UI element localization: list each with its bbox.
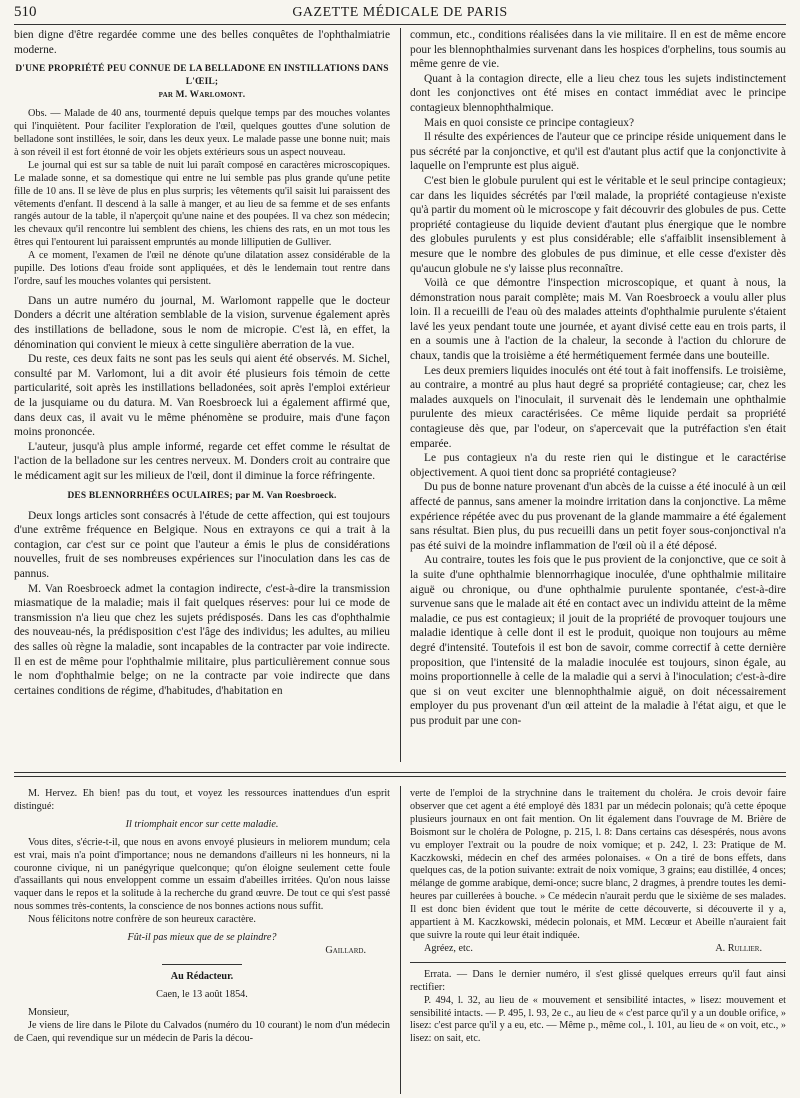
- paragraph: Les deux premiers liquides inoculés ont été tout à fait inoffensifs. Le troisième, au contraire, a montré au plus haut degré sa propriété contagieuse; car, chez les malades auxquels on l'inoculait, il survenait dès le lendemain une ophthalmie purulente des mieux caractérisées. Ce même liquide perdait sa propriété contagieuse dès que, par l'odeur, on s'apercevait que la putréfaction s'en était emparée.: [410, 364, 786, 450]
- paragraph: commun, etc., conditions réalisées dans la vie militaire. Il en est de même encore pour les blennophthalmies survenant dans les hospices d'orphelins, tous soumis au même genre de vie.: [410, 29, 786, 71]
- errata-heading: Errata. — Dans le dernier numéro, il s'est glissé quelques erreurs qu'il faut ainsi rectifier:: [410, 968, 786, 993]
- salutation: Monsieur,: [28, 1006, 70, 1018]
- paragraph: bien digne d'être regardée comme une des belles conquêtes de l'ophthalmiatrie moderne.: [14, 29, 390, 56]
- section-heading-blennorrhees: DES BLENNORRHÉES OCULAIRES; par M. Van Roesbroeck.: [67, 490, 337, 501]
- journal-title: GAZETTE MÉDICALE DE PARIS: [292, 5, 508, 20]
- paragraph: Le pus contagieux n'a du reste rien qui le distingue et le caractérise objectivement. A quoi tient donc sa propriété contagieuse?: [410, 452, 786, 479]
- feuilleton-right: [410, 788, 786, 1094]
- column-divider-top: [400, 28, 401, 762]
- paragraph: Au contraire, toutes les fois que le pus provient de la conjonctive, que ce soit à la suite d'une ophthalmie blennorrhagique inoculée, d'une ophthalmie militaire aiguë ou chronique, ou d'une ophthalmie purulente spontanée, c'est-à-dire survenue sans que le malade ait été en contact avec un individu atteint de la même maladie, ce pus est contagieux; il jouit de la propriété de provoquer toujours une maladie identique à celle dont il est le produit, quoique non toujours au même degré d'intensité. Toutefois il est bon de savoir, comme correctif à cette dernière proposition, que l'intensité de la maladie inoculée est toujours, sinon égale, au moins proportionnelle à celle de la maladie qui a servi à l'inoculation; c'est-à-dire que si on veut exciter une blennophthalmie aiguë, on doit nécessairement employer du pus provenant d'un œil atteint de la maladie à l'état aigu, et que le pus produit par une con-: [410, 554, 786, 727]
- section-heading-belladone: [14, 63, 390, 102]
- errata-text: P. 494, l. 32, au lieu de « mouvement et sensibilité intactes, » lisez: mouvement et sensibilité intacts. — P. 495, l. 93, 2e c., au lieu de « c'est parce qu'il y a un double orifice, » lisez: c'est parce qu'il y a eu, etc. — Même p., même col., l. 101, au lieu de « on voit, etc., » lisez: on sait, etc.: [410, 994, 786, 1045]
- column-right: [410, 28, 786, 760]
- paragraph: Dans un autre numéro du journal, M. Warlomont rappelle que le docteur Donders a décrit une altération semblable de la vision, survenue également après des instillations de belladone, sous le nom de micropie. C'est là, en effet, la dénomination qui convient le mieux à cette singulière aberration de la vue.: [14, 294, 390, 351]
- paragraph: L'auteur, jusqu'à plus ample informé, regarde cet effet comme le résultat de l'action de la belladone sur les centres nerveux. M. Donders croit au contraire que le médicament agit sur les milieux de l'œil, dont il diminue la force réfringente.: [14, 440, 390, 482]
- paragraph: Je viens de lire dans le Pilote du Calvados (numéro du 10 courant) le nom d'un médecin de Caen, qui revendique sur un médecin de Paris la décou-: [14, 1019, 390, 1044]
- observation-paragraph: Le journal qui est sur sa table de nuit lui paraît composé en caractères microscopiques. Le malade sonne, et sa domestique qui entre ne lui semble pas plus grande qu'une petite fille de 10 ans. Il se lève de plus en plus surpris; les vêtements qu'il saisit lui paraissent des vêtements d'enfant. Il descend à la salle à manger, et au lieu de sa femme et de ses enfants rangés autour de la table, il n'aperçoit qu'une naine et des poupées. Il va chez son médecin; les chevaux qu'il rencontre lui semblent des chiens, les chiens des rats, en un mot tous les êtres qui l'entourent lui paraissent empruntés au monde lilliputien de Gulliver.: [14, 159, 390, 249]
- paragraph: M. Hervez. Eh bien! pas du tout, et voyez les ressources inattendues d'un esprit distingué:: [14, 788, 390, 812]
- separator: [410, 962, 786, 963]
- paragraph: Du reste, ces deux faits ne sont pas les seuls qui aient été observés. M. Sichel, consulté par M. Varlomont, lui a dit avoir été plusieurs fois témoin de cette particularité, soit après les instillations belladonées, soit après l'emploi extérieur de la jusquiame ou du datura. M. Van Roesbroeck lui a également affirmé que, dans deux cas, il avait vu le même phénomène se produire, mais d'une façon moins prononcée.: [14, 353, 390, 439]
- dateline: Caen, le 13 août 1854.: [156, 988, 248, 1000]
- section-title: D'UNE PROPRIÉTÉ PEU CONNUE DE LA BELLADONE EN INSTILLATIONS DANS L'ŒIL;: [15, 64, 389, 88]
- observation-paragraph: A ce moment, l'examen de l'œil ne dénote qu'une dilatation assez considérable de la pupille. Des lotions d'eau froide sont appliquées, et dès le lendemain tout rentre dans l'ordre, sauf les mouches volantes qui persistent.: [14, 250, 390, 287]
- verse-line: Il triomphait encor sur cette maladie.: [125, 818, 279, 830]
- paragraph: Voilà ce que démontre l'inspection microscopique, et quant à nous, la démonstration nous parait complète; mais M. Van Roesbroeck a voulu aller plus loin. Il a recueilli de l'eau où des malades atteints d'ophthalmie purulente s'étaient lavé les yeux pendant toute une journée, et ayant divisé cette eau en trois parts, il en a soumis une à l'action de la chaleur, la seconde à l'action du chlorure de chaux, tandis que la troisième a été hermétiquement fermée dans une bouteille.: [410, 277, 786, 363]
- paragraph: Nous félicitons notre confrère de son heureux caractère.: [28, 914, 256, 926]
- byline: par M. Warlomont.: [158, 90, 246, 101]
- letter-heading: Au Rédacteur.: [170, 970, 234, 982]
- paragraph: verte de l'emploi de la strychnine dans le traitement du choléra. Je crois devoir faire observer que cet agent a été employé dès 1831 par un médecin polonais; qu'à cette époque plusieurs journaux en ont fait mention. On lit également dans l'ouvrage de M. Brière de Boismont sur le choléra de Pologne, p. 215, l. 8: Dans certains cas désespérés, nous avons vu employer l'extrait ou la poudre de noix vomique; et p. 242, l. 23: Pratique de M. Kaczkowski, médecin en chef des armées polonaises. « On a tiré de bons effets, dans quelques cas, de la potion suivante: extrait de noix vomique, 3 grains; eau distillée, 4 onces; mélange de gomme arabique, demi-once; sucre blanc, 2 dragmes, à prendre toutes les demi-heures par cuillerées à bouche. » Ce médecin n'aurait perdu que le sixième de ses malades. Il est donc bien évident que tout le mérite de cette découverte, si découverte il y a, appartient à M. Kaczkowski, médecin polonais, et MM. Lecœur et Abeille n'auraient fait que suivre la route qui leur était indiquée.: [410, 788, 786, 941]
- column-divider-bottom: [400, 786, 401, 1094]
- paragraph: Mais en quoi consiste ce principe contagieux?: [424, 116, 635, 129]
- observation-paragraph: Obs. — Malade de 40 ans, tourmenté depuis quelque temps par des mouches volantes qui l'inquiètent. Pour faciliter l'exploration de l'œil, quelques gouttes d'une solution de belladone sont instillées, le soir, dans les deux yeux. Le malade passe une bonne nuit; mais à son réveil il est fort étonné de voir les objets extérieurs sous un aspect nouveau.: [14, 108, 390, 158]
- separator: [162, 964, 242, 965]
- paragraph: Il résulte des expériences de l'auteur que ce principe réside uniquement dans le pus sécrété par la conjonctive, et qu'il est d'autant plus actif que la conjonctivite à laquelle on l'emprunte est plus aiguë.: [410, 131, 786, 173]
- paragraph: C'est bien le globule purulent qui est le véritable et le seul principe contagieux; car dans les liquides sécrétés par l'œil malade, la propriété contagieuse n'existe qu'à partir du moment où le microscope y fait découvrir des globules de pus. Cette propriété contagieuse du liquide devient d'autant plus énergique que le nombre des globules purulents y est plus considérable; elle s'affaiblit insensiblement à mesure que le nombre des globules de pus diminue, et elle cesse d'exister dès qu'aucun globule ne s'y laisse plus reconnaître.: [410, 174, 786, 275]
- header-rule: [14, 24, 786, 25]
- feuilleton-rule-top: [14, 772, 786, 773]
- signature: Gaillard.: [325, 944, 366, 956]
- feuilleton-left: [14, 788, 390, 1094]
- paragraph: Quant à la contagion directe, elle a lieu chez tous les sujets indistinctement dont les conjonctives ont été mises en contact immédiat avec le principe contagieux blennophthalmique.: [410, 72, 786, 114]
- paragraph: Vous dites, s'écrie-t-il, que nous en avons envoyé plusieurs in meliorem mundum; cela est vrai, mais n'a point d'importance; nous ne demandons d'ailleurs ni les honneurs, ni la couronne civique, ni un panégyrique quelconque; qu'on éloigne seulement cette foule d'assaillants qui nous enveloppent comme un essaim d'abeilles irritées. Qu'on nous laisse vaquer dans le repos et la solitude à la recherche du grand œuvre. De tout ce qui s'est passé nous sommes très-contents, la conscience de nos bonnes actions nous suffit.: [14, 836, 390, 913]
- feuilleton-rule-bottom: [14, 776, 786, 777]
- column-left: [14, 28, 390, 760]
- paragraph: Deux longs articles sont consacrés à l'étude de cette affection, qui est toujours d'une extrême fréquence en Belgique. Nous en extrayons ce qui a trait à la contagion, car c'est sur ce point que l'auteur a émis le plus de considérations nouvelles, fruit de ses nombreuses expériences sur l'inoculation dans les cas de pannus.: [14, 509, 390, 580]
- signature: A. Rullier.: [715, 942, 762, 954]
- page-header: [14, 4, 786, 26]
- paragraph: M. Van Roesbroeck admet la contagion indirecte, c'est-à-dire la transmission miasmatique de la maladie; mais il fait quelques réserves: pour lui ce mode de transmission n'a lieu que chez les sujets prédisposés. Dans les cas d'ophthalmie des nouveau-nés, la prédisposition c'est l'âge des individus; les adultes, au milieu des salles où règne la maladie, sont incapables de la contracter par voie indirecte. Il en est de même pour l'ophthalmie militaire, plus particulièrement connue sous le nom d'ophthalmie belge; on ne la contracte par voie indirecte que dans certaines conditions de régime, d'habitudes, d'habitation en: [14, 582, 390, 697]
- paragraph: Du pus de bonne nature provenant d'un abcès de la cuisse a été inoculé à un œil affecté de pannus, sans amener la moindre irritation dans la conjonctive. La même expérience répétée avec du pus provenant de la glande mammaire a été également sans résultat. Bien plus, du pus recueilli dans un petit foyer sous-conjonctival n'a pas été suivi de la moindre inflammation de l'œil où il a été déposé.: [410, 481, 786, 552]
- closing: Agréez, etc.: [424, 942, 473, 954]
- quote-line: Fût-il pas mieux que de se plaindre?: [127, 932, 277, 944]
- page-number: 510: [14, 4, 37, 20]
